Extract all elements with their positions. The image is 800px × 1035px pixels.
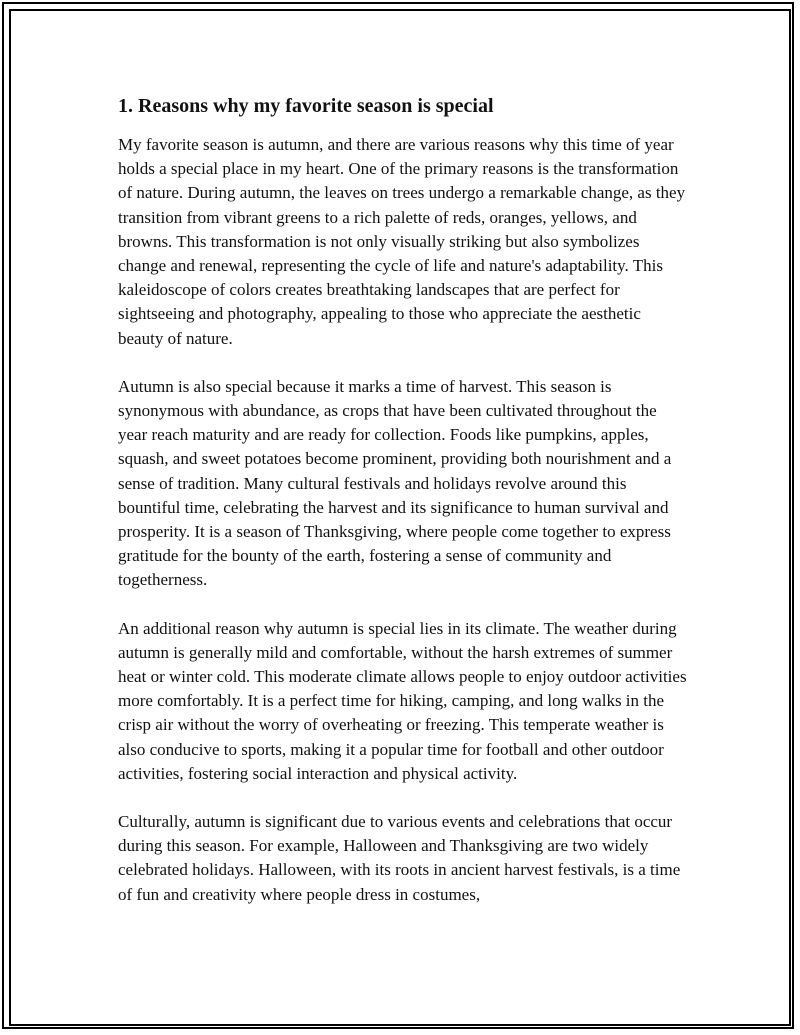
document-body bbox=[118, 92, 688, 931]
paragraph-harvest: Autumn is also special because it marks a time of harvest. This season is synonymous with abundance, as crops that have been cultivated throughout the year reach maturity and are ready for collection. Foods like pumpkins, apples, squash, and sweet potatoes become prominent, providing both nourishment and a sense of tradition. Many cultural festivals and holidays revolve around this bountiful time, celebrating the harvest and its significance to human survival and prosperity. It is a season of Thanksgiving, where people come together to express gratitude for the bounty of the earth, fostering a sense of community and togetherness. bbox=[118, 376, 672, 590]
section-heading: 1. Reasons why my favorite season is special bbox=[118, 95, 494, 117]
paragraph-culture: Culturally, autumn is significant due to various events and celebrations that occur during this season. For example, Halloween and Thanksgiving are two widely celebrated holidays. Halloween, with its roots in ancient harvest festivals, is a time of fun and creativity where people dress in costumes, bbox=[118, 812, 681, 904]
paragraph-nature: My favorite season is autumn, and there are various reasons why this time of year holds a special place in my heart. One of the primary reasons is the transformation of nature. During autumn, the leaves on trees undergo a remarkable change, as they transition from vibrant greens to a rich palette of reds, oranges, yellows, and browns. This transformation is not only visually striking but also symbolizes change and renewal, representing the cycle of life and nature's adaptability. This kaleidoscope of colors creates breathtaking landscapes that are perfect for sightseeing and photography, appealing to those who appreciate the aesthetic beauty of nature. bbox=[118, 135, 686, 348]
paragraph-climate: An additional reason why autumn is special lies in its climate. The weather during autumn is generally mild and comfortable, without the harsh extremes of summer heat or winter cold. This moderate climate allows people to enjoy outdoor activities more comfortably. It is a perfect time for hiking, camping, and long walks in the crisp air without the worry of overheating or freezing. This temperate weather is also conducive to sports, making it a popular time for football and other outdoor activities, fostering social interaction and physical activity. bbox=[118, 618, 687, 783]
